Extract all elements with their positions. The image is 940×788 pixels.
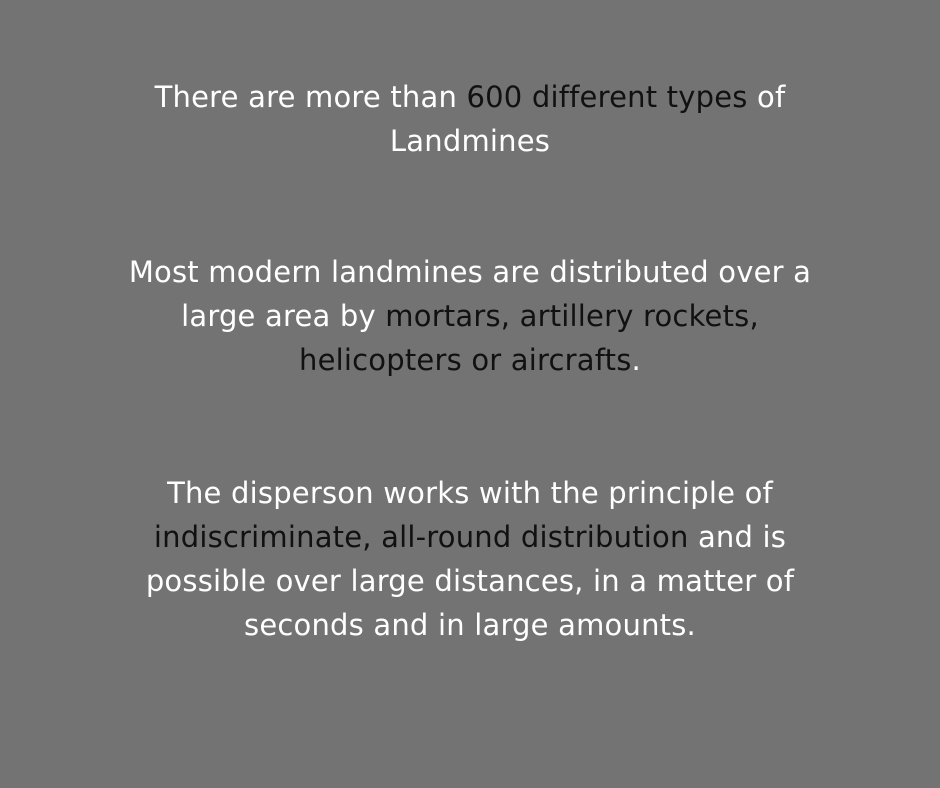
highlighted-text: indiscriminate, all-round distribution bbox=[153, 520, 689, 554]
text-line bbox=[0, 559, 940, 603]
text-run: large area by bbox=[181, 299, 386, 333]
text-line bbox=[0, 603, 940, 647]
highlighted-text: helicopters or aircrafts bbox=[299, 343, 632, 377]
dispersion-principle-paragraph bbox=[0, 471, 940, 647]
text-run: Most modern landmines are distributed over a bbox=[128, 255, 812, 289]
text-run: The disperson works with the principle of bbox=[167, 476, 773, 510]
text-line bbox=[0, 119, 940, 163]
text-run: possible over large distances, in a matter of bbox=[145, 564, 795, 598]
text-line bbox=[0, 471, 940, 515]
text-line bbox=[0, 338, 940, 382]
highlighted-text: mortars, artillery rockets, bbox=[385, 299, 759, 333]
text-line bbox=[0, 250, 940, 294]
distribution-methods-paragraph bbox=[0, 250, 940, 382]
text-run: and is bbox=[688, 520, 787, 554]
text-run: of bbox=[747, 80, 786, 114]
text-run: There are more than bbox=[154, 80, 467, 114]
landmine-types-paragraph bbox=[0, 75, 940, 163]
text-line bbox=[0, 75, 940, 119]
highlighted-text: 600 different types bbox=[466, 80, 748, 114]
text-run: Landmines bbox=[389, 124, 551, 158]
text-run: . bbox=[631, 343, 641, 377]
text-run: seconds and in large amounts. bbox=[244, 608, 696, 642]
text-line bbox=[0, 515, 940, 559]
text-line bbox=[0, 294, 940, 338]
